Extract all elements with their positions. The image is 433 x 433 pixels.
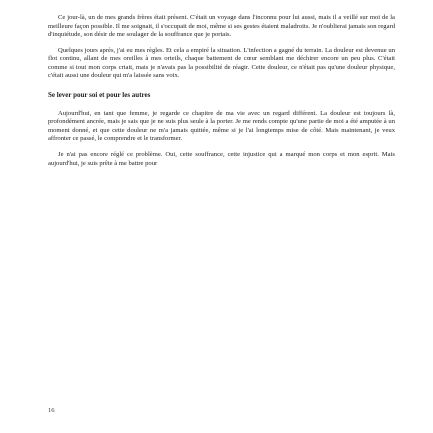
page-number: 16 [48,407,55,414]
paragraph-1: Ce jour-là, un de mes grands frères était présent. C'était un voyage dans l'inconnu pour lui aussi, mais il a veillé sur moi de la meilleure façon possible. Il me soignait, il s'occupait de moi, même si ses gestes étaient maladroits. Je n'oublierai jamais son regard d'inquiétude, son désir de me soulager de la souffrance que je portais. [48,14,395,39]
paragraph-4: Je n'ai pas encore réglé ce problème. Oui, cette souffrance, cette injustice qui a marqué mon corps et mon esprit. Mais aujourd'hui, je suis prête à me battre pour [48,151,395,167]
paragraph-3: Aujourd'hui, en tant que femme, je regarde ce chapitre de ma vie avec un regard différent. La douleur est toujours là, profondément ancrée, mais je sais que je ne suis plus seule à la porter. Je me rends compte qu'une partie de moi a été amputée à un moment donné, et que cette douleur ne m'a jamais quittée, même si je l'ai longtemps mise de côté. Mais maintenant, je veux affronter ce passé, le comprendre et le transformer. [48,109,395,143]
section-heading: Se lever pour soi et pour les autres [48,90,151,99]
paragraph-2: Quelques jours après, j'ai eu mes règles. Et cela a empiré la situation. L'infection a gagné du terrain. La douleur est devenue un flot continu, allant de mes oreilles à mes orteils, chaque battement de cœur semblant me déchirer encore un peu plus. C'était comme si tout mon corps criait, mais je n'avais pas la possibilité de réagir. Cette douleur, ce n'était pas qu'une douleur physique, c'était aussi une douleur qui m'a laissée sans voix. [48,46,395,80]
